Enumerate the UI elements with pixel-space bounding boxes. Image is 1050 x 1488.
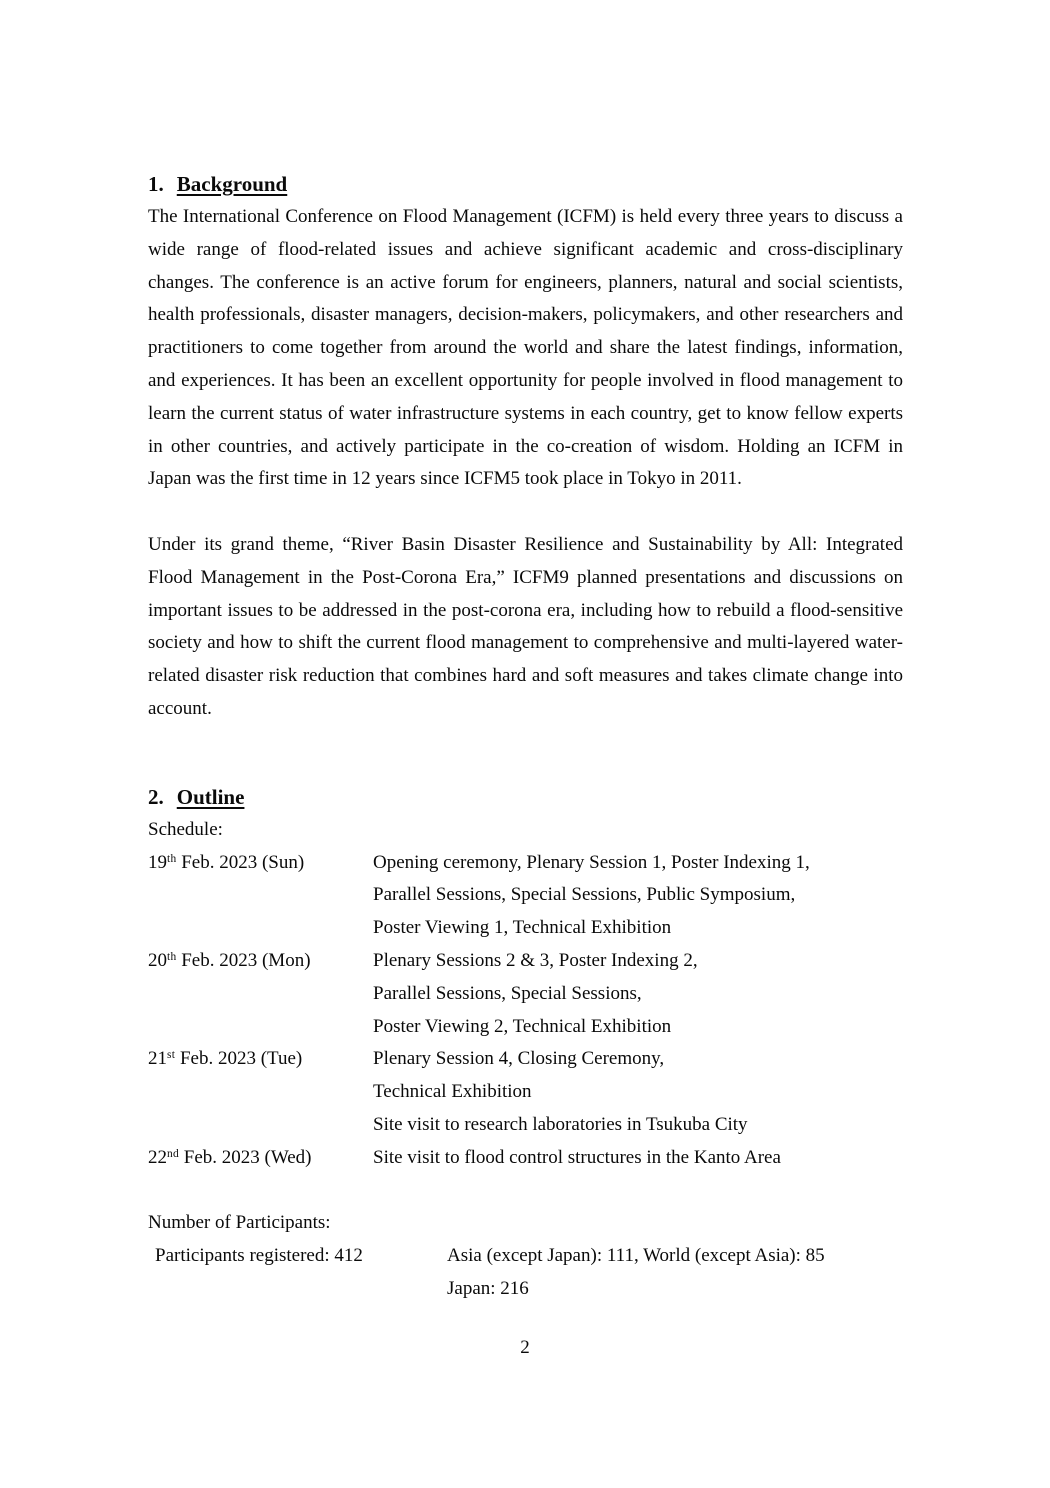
schedule-event-line: Site visit to research laboratories in Tsukuba City bbox=[373, 1113, 748, 1135]
schedule-event-line: Technical Exhibition bbox=[373, 1081, 532, 1103]
schedule-row bbox=[148, 945, 903, 1043]
participants-breakdown bbox=[447, 1240, 903, 1306]
schedule-event-line: Poster Viewing 1, Technical Exhibition bbox=[373, 917, 672, 939]
page-number: 2 bbox=[520, 1337, 530, 1358]
schedule-date-day: 22 bbox=[148, 1146, 167, 1168]
schedule-event-line: Site visit to flood control structures in the Kanto Area bbox=[373, 1146, 781, 1168]
schedule-row bbox=[148, 1142, 903, 1175]
schedule-date bbox=[148, 1142, 373, 1175]
schedule-date-day: 20 bbox=[148, 949, 167, 971]
schedule-label: Schedule: bbox=[148, 818, 223, 840]
schedule-events bbox=[373, 847, 903, 945]
schedule-event-line: Parallel Sessions, Special Sessions, bbox=[373, 982, 642, 1004]
background-heading bbox=[148, 168, 903, 201]
schedule-events bbox=[373, 1142, 903, 1175]
schedule-events bbox=[373, 945, 903, 1043]
participants-label: Number of Participants: bbox=[148, 1212, 331, 1234]
participants-breakdown-line: Asia (except Japan): 111, World (except Asia): 85 bbox=[447, 1245, 825, 1267]
schedule-date bbox=[148, 945, 373, 978]
schedule-date-rest: Feb. 2023 (Wed) bbox=[179, 1146, 312, 1168]
schedule-date-day: 19 bbox=[148, 851, 167, 873]
schedule-event-line: Parallel Sessions, Special Sessions, Public Symposium, bbox=[373, 884, 796, 906]
schedule-date-ordinal: st bbox=[167, 1049, 176, 1062]
background-paragraph-2: Under its grand theme, “River Basin Disaster Resilience and Sustainability by All: Integrated Flood Management in the Post-Corona Era,” ICFM9 planned presentations and discussions on important issues to be addressed in the post-corona era, including how to rebuild a flood-sensitive society and how to shift the current flood management to comprehensive and multi-layered water-related disaster risk reduction that combines hard and soft measures and takes climate change into account. bbox=[148, 533, 903, 719]
schedule-row bbox=[148, 847, 903, 945]
schedule-event-line: Opening ceremony, Plenary Session 1, Poster Indexing 1, bbox=[373, 851, 810, 873]
schedule-event-line: Plenary Sessions 2 & 3, Poster Indexing 2, bbox=[373, 949, 698, 971]
schedule-date-rest: Feb. 2023 (Mon) bbox=[176, 949, 311, 971]
schedule-event-line: Poster Viewing 2, Technical Exhibition bbox=[373, 1015, 672, 1037]
schedule-date-day: 21 bbox=[148, 1048, 167, 1070]
outline-heading-title: Outline bbox=[176, 784, 245, 809]
participants-breakdown-line: Japan: 216 bbox=[447, 1277, 529, 1299]
schedule-date bbox=[148, 1043, 373, 1076]
participants-row bbox=[148, 1240, 903, 1306]
background-heading-title: Background bbox=[176, 172, 288, 196]
participants-registered: Participants registered: 412 bbox=[155, 1245, 363, 1267]
schedule-date-ordinal: th bbox=[167, 950, 177, 963]
outline-heading-number: 2. bbox=[148, 784, 164, 809]
schedule-date bbox=[148, 847, 373, 880]
schedule-date-ordinal: nd bbox=[167, 1147, 179, 1160]
schedule-events bbox=[373, 1043, 903, 1141]
schedule-date-rest: Feb. 2023 (Sun) bbox=[176, 851, 305, 873]
schedule-row bbox=[148, 1043, 903, 1141]
background-heading-number: 1. bbox=[148, 172, 164, 196]
schedule-date-ordinal: th bbox=[167, 852, 177, 865]
schedule-event-line: Plenary Session 4, Closing Ceremony, bbox=[373, 1048, 665, 1070]
background-paragraph-1: The International Conference on Flood Management (ICFM) is held every three years to discuss a wide range of flood-related issues and achieve significant academic and cross-disciplinary changes. The conference is an active forum for engineers, planners, natural and social scientists, health professionals, disaster managers, decision-makers, policymakers, and other researchers and practitioners to come together from around the world and share the latest findings, information, and experiences. It has been an excellent opportunity for people involved in flood management to learn the current status of water infrastructure systems in each country, get to know fellow experts in other countries, and actively participate in the co-creation of wisdom. Holding an ICFM in Japan was the first time in 12 years since ICFM5 took place in Tokyo in 2011. bbox=[148, 206, 903, 490]
schedule-date-rest: Feb. 2023 (Tue) bbox=[175, 1048, 303, 1070]
outline-heading bbox=[148, 781, 903, 814]
